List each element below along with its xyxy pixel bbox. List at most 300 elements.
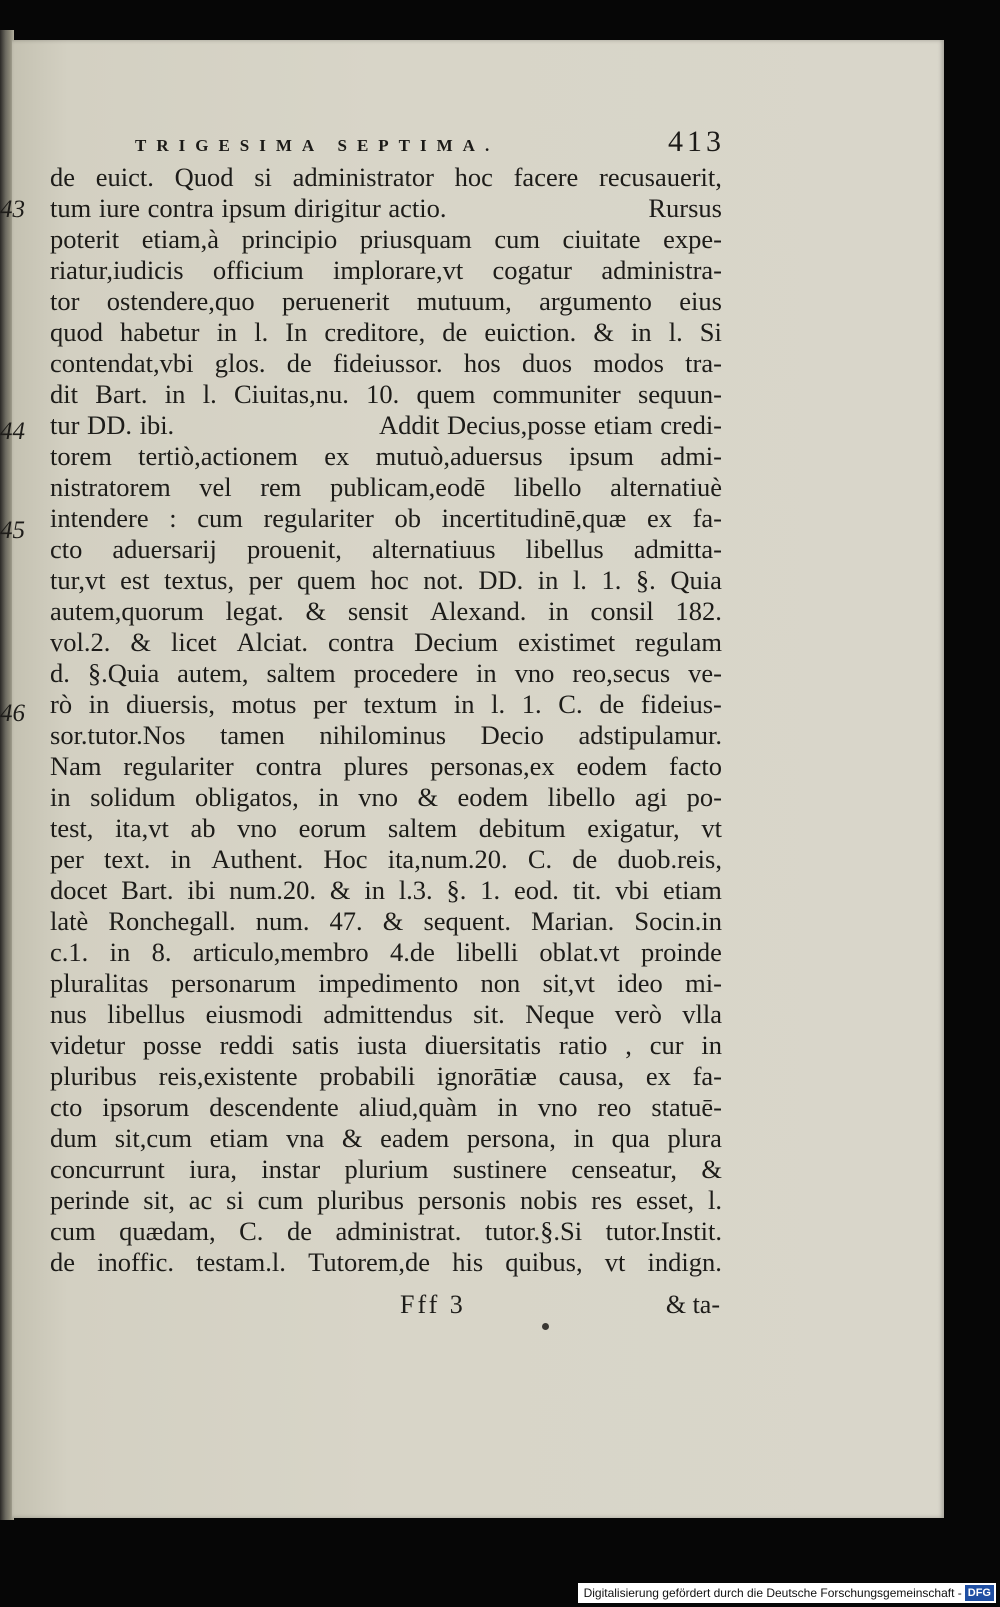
word: saltem <box>266 658 336 688</box>
word: censeatur, <box>571 1154 677 1184</box>
word: sit. <box>473 999 505 1029</box>
word: administrat. <box>335 1216 462 1246</box>
text-line <box>50 1185 722 1216</box>
word: & <box>701 1154 722 1184</box>
word: fa- <box>692 1061 722 1091</box>
word: Ciuitas,nu. <box>233 379 349 409</box>
word: facere <box>513 162 579 192</box>
ink-dot <box>542 1323 549 1330</box>
word: rem <box>260 472 302 502</box>
word: eorum <box>298 813 367 843</box>
word: in <box>548 596 569 626</box>
word: in <box>364 875 385 905</box>
text-line <box>50 1123 722 1154</box>
credit-text: Digitalisierung gefördert durch die Deutsche Forschungsgemeinschaft - <box>583 1586 962 1600</box>
word: duob.reis, <box>617 844 722 874</box>
word: textum <box>363 689 438 719</box>
text-line <box>50 658 722 689</box>
signature-mark: Fff 3 <box>400 1290 466 1319</box>
running-title: TRIGESIMA SEPTIMA. <box>135 136 500 155</box>
word: in <box>88 689 110 719</box>
word: ipsorum <box>102 1092 190 1122</box>
word: ignorātiæ <box>436 1061 537 1091</box>
word: est <box>120 565 150 595</box>
word: articulo,membro <box>192 937 369 967</box>
word: argumento <box>539 286 652 316</box>
word: vbi <box>615 875 650 905</box>
word: contendat,vbi <box>50 348 194 378</box>
word: agi <box>634 782 668 812</box>
text-line <box>50 193 722 224</box>
word: po- <box>686 782 722 812</box>
word: Quod <box>174 162 234 192</box>
word: persona, <box>466 1123 556 1153</box>
word: de <box>599 689 625 719</box>
word: ac <box>188 1185 213 1215</box>
word: cum <box>257 1185 304 1215</box>
word: pluribus <box>317 1185 404 1215</box>
word: mi- <box>685 968 722 998</box>
word: ex <box>645 1061 671 1091</box>
text-line <box>50 999 722 1030</box>
dfg-logo: DFG <box>965 1585 994 1601</box>
word: Neque <box>525 999 595 1029</box>
word: priusquam <box>359 224 472 254</box>
word: 8. <box>151 937 172 967</box>
word: aliud,quàm <box>358 1092 478 1122</box>
word: duos <box>521 348 573 378</box>
text-line <box>50 441 722 472</box>
page-number: 413 <box>668 125 725 158</box>
word: de <box>286 1216 312 1246</box>
word: testam.l. <box>196 1247 286 1277</box>
word: proinde <box>641 937 722 967</box>
word: c.1. <box>50 937 89 967</box>
word: principio <box>241 224 338 254</box>
word: iura, <box>189 1154 237 1184</box>
word: in <box>476 658 497 688</box>
text-segment: Rursus <box>648 193 722 223</box>
word: instar <box>261 1154 321 1184</box>
margin-number-46: 46 <box>0 700 25 727</box>
text-segment: tum iure contra ipsum dirigitur actio. <box>50 193 447 223</box>
word: §.Quia <box>87 658 160 688</box>
word: l. <box>202 379 217 409</box>
word: DD. <box>478 565 524 595</box>
word: tit. <box>572 875 602 905</box>
word: concurrunt <box>50 1154 165 1184</box>
text-line <box>50 627 722 658</box>
word: & <box>329 875 351 905</box>
word: per <box>248 565 283 595</box>
text-line <box>50 1216 722 1247</box>
word: creditore, <box>324 317 426 347</box>
text-segment: tur DD. ibi. <box>50 410 175 440</box>
word: euict. <box>95 162 154 192</box>
word: & <box>130 627 151 657</box>
word: & <box>593 317 614 347</box>
word: ex <box>646 503 672 533</box>
word: intendere <box>50 503 149 533</box>
word: text. <box>103 844 151 874</box>
word: l.3. <box>398 875 433 905</box>
word: cur <box>649 1030 684 1060</box>
word: vol.2. <box>50 627 111 657</box>
word: 4.de <box>390 937 435 967</box>
word: officium <box>212 255 304 285</box>
word: probabili <box>319 1061 416 1091</box>
word: qua <box>611 1123 650 1153</box>
word: cto <box>50 1092 83 1122</box>
word: ita,vt <box>115 813 169 843</box>
word: eod. <box>513 875 559 905</box>
word: personarum <box>170 968 297 998</box>
word: eiusmodi <box>205 999 303 1029</box>
word: administra- <box>601 255 722 285</box>
word: plures <box>343 751 409 781</box>
word: etiam <box>209 1123 269 1153</box>
word: d. <box>50 658 70 688</box>
word: docet <box>50 875 108 905</box>
word: alternatiuè <box>610 472 722 502</box>
word: eadem <box>380 1123 450 1153</box>
word: : <box>169 503 177 533</box>
word: l. <box>254 317 269 347</box>
word: ciuitate <box>562 224 641 254</box>
word: motus <box>231 689 297 719</box>
word: eodem <box>576 751 648 781</box>
word: Tutorem,de <box>308 1247 431 1277</box>
word: ab <box>190 813 216 843</box>
word: statuē- <box>651 1092 722 1122</box>
word: riatur,iudicis <box>50 255 184 285</box>
word: rò <box>50 689 73 719</box>
text-line <box>50 937 722 968</box>
word: inoffic. <box>97 1247 174 1277</box>
word: & <box>341 1123 363 1153</box>
word: libelli <box>456 937 519 967</box>
word: quem <box>297 565 356 595</box>
word: tutor.§.Si <box>484 1216 583 1246</box>
word: libello <box>547 782 616 812</box>
word: admittendus <box>323 999 453 1029</box>
word: sequun- <box>638 379 722 409</box>
word: Alciat. <box>236 627 308 657</box>
word: euiction. <box>484 317 577 347</box>
word: per <box>313 689 347 719</box>
text-line <box>50 596 722 627</box>
word: & <box>417 782 439 812</box>
word: per <box>50 844 84 874</box>
text-line <box>50 410 722 441</box>
word: vel <box>199 472 232 502</box>
page-header <box>135 125 725 161</box>
word: In <box>285 317 308 347</box>
word: ostendere,quo <box>106 286 255 316</box>
word: adstipulamur. <box>578 720 722 750</box>
word: l. <box>668 317 683 347</box>
word: peruenerit <box>282 286 390 316</box>
word: esset, <box>635 1185 695 1215</box>
text-line <box>50 782 722 813</box>
word: quibus, <box>505 1247 583 1277</box>
word: obligatos, <box>194 782 299 812</box>
word: pluralitas <box>50 968 149 998</box>
word: Alexand. <box>429 596 527 626</box>
word: §. <box>635 565 656 595</box>
text-line <box>50 162 722 193</box>
word: l. <box>707 1185 722 1215</box>
text-line <box>50 472 722 503</box>
word: prouenit, <box>246 534 342 564</box>
word: nistratorem <box>50 472 171 502</box>
word: quem <box>416 379 476 409</box>
margin-number-44: 44 <box>0 418 25 445</box>
word: num.20. <box>229 875 317 905</box>
word: hos <box>463 348 501 378</box>
word: l. <box>572 565 587 595</box>
word: nus <box>50 999 87 1029</box>
word: & <box>382 906 404 936</box>
word: not. <box>423 565 464 595</box>
word: fideius- <box>640 689 722 719</box>
word: recusauerit, <box>599 162 722 192</box>
word: ibi <box>187 875 216 905</box>
word: pluribus <box>50 1061 137 1091</box>
word: facto <box>669 751 722 781</box>
word: indign. <box>647 1247 722 1277</box>
digitization-credit <box>578 1583 996 1603</box>
word: Bart. <box>121 875 174 905</box>
word: Hoc <box>323 844 368 874</box>
word: libello <box>513 472 582 502</box>
word: exigatur, <box>587 813 680 843</box>
word: admitta- <box>633 534 722 564</box>
word: posse <box>142 1030 202 1060</box>
word: regulariter <box>123 751 234 781</box>
word: in <box>631 317 652 347</box>
word: de <box>286 348 312 378</box>
word: textus, <box>164 565 235 595</box>
word: de <box>50 1247 76 1277</box>
word: sit,vt <box>542 968 595 998</box>
word: autem,quorum <box>50 596 204 626</box>
word: causa, <box>558 1061 625 1091</box>
word: in <box>537 565 559 595</box>
word: ob <box>394 503 421 533</box>
word: cogatur <box>492 255 573 285</box>
word: vt <box>604 1247 626 1277</box>
word: si <box>254 162 272 192</box>
word: eius <box>679 286 722 316</box>
word: ratio <box>558 1030 608 1060</box>
word: communiter <box>492 379 621 409</box>
margin-number-43: 43 <box>0 196 25 223</box>
word: tra- <box>685 348 722 378</box>
text-line <box>50 379 722 410</box>
word: contra <box>255 751 322 781</box>
word: 47. <box>329 906 363 936</box>
word: regulam <box>635 627 722 657</box>
word: procedere <box>353 658 459 688</box>
word: in <box>170 844 192 874</box>
word: ex <box>324 441 350 471</box>
word: poterit <box>50 224 120 254</box>
word: hoc <box>370 565 409 595</box>
text-line <box>50 317 722 348</box>
word: 10. <box>366 379 400 409</box>
word: contra <box>327 627 395 657</box>
word: tertiò,actionem <box>138 441 298 471</box>
word: C. <box>558 689 583 719</box>
text-line <box>50 1061 722 1092</box>
word: reo,secus <box>572 658 671 688</box>
word: cum <box>50 1216 96 1246</box>
word: sustinere <box>452 1154 547 1184</box>
word: iusta <box>356 1030 407 1060</box>
word: non <box>480 968 521 998</box>
word: satis <box>291 1030 340 1060</box>
word: torem <box>50 441 112 471</box>
word: tamen <box>220 720 285 750</box>
word: administrator <box>292 162 434 192</box>
word: plura <box>667 1123 722 1153</box>
word: vna <box>286 1123 325 1153</box>
text-line <box>50 968 722 999</box>
word: §. <box>446 875 467 905</box>
word: tor <box>50 286 80 316</box>
word: libellus <box>107 999 186 1029</box>
body-text <box>50 162 722 1278</box>
word: nihilominus <box>319 720 447 750</box>
word: cum <box>494 224 540 254</box>
word: tur,vt <box>50 565 106 595</box>
word: ideo <box>617 968 663 998</box>
text-line <box>50 565 722 596</box>
text-line <box>50 813 722 844</box>
word: cum <box>197 503 243 533</box>
word: in <box>701 1030 722 1060</box>
word: Socin.in <box>634 906 722 936</box>
word: perinde <box>50 1185 130 1215</box>
word: quod <box>50 317 103 347</box>
text-segment: Addit Decius,posse etiam credi- <box>379 410 722 440</box>
word: expe- <box>663 224 722 254</box>
text-line <box>50 1154 722 1185</box>
text-line <box>50 348 722 379</box>
word: eodem <box>457 782 529 812</box>
word: num. <box>255 906 310 936</box>
word: vt <box>701 813 722 843</box>
word: habetur <box>120 317 200 347</box>
word: Bart. <box>95 379 148 409</box>
text-line <box>50 720 722 751</box>
word: vno <box>537 1092 578 1122</box>
word: solidum <box>90 782 176 812</box>
margin-number-45: 45 <box>0 517 25 544</box>
word: dum <box>50 1123 98 1153</box>
word: reo <box>597 1092 632 1122</box>
word: res <box>591 1185 623 1215</box>
text-line <box>50 1247 722 1278</box>
word: Si <box>699 317 722 347</box>
word: 1. <box>480 875 501 905</box>
word: Authent. <box>211 844 304 874</box>
word: glos. <box>214 348 266 378</box>
word: vno <box>237 813 277 843</box>
word: in <box>164 379 186 409</box>
word: sequent. <box>423 906 512 936</box>
word: incertitudinē,quæ <box>441 503 627 533</box>
text-line <box>50 906 722 937</box>
word: l. <box>491 689 506 719</box>
text-line <box>50 503 722 534</box>
word: aduersarij <box>112 534 217 564</box>
word: autem, <box>177 658 249 688</box>
text-line <box>50 1092 722 1123</box>
page-footer <box>390 1290 720 1324</box>
word: 1. <box>601 565 622 595</box>
word: mutuum, <box>416 286 512 316</box>
text-line <box>50 255 722 286</box>
word: Decio <box>480 720 544 750</box>
word: libellus <box>525 534 604 564</box>
word: de <box>50 162 76 192</box>
word: Decium <box>414 627 499 657</box>
word: in <box>573 1123 595 1153</box>
word: dit <box>50 379 78 409</box>
word: reis,existente <box>158 1061 298 1091</box>
word: licet <box>170 627 217 657</box>
word: implorare,vt <box>333 255 464 285</box>
word: de <box>442 317 468 347</box>
word: nobis <box>519 1185 578 1215</box>
word: latè <box>50 906 89 936</box>
word: C. <box>239 1216 264 1246</box>
word: admi- <box>660 441 722 471</box>
word: Quia <box>670 565 722 595</box>
word: reddi <box>219 1030 275 1060</box>
word: tutor.Instit. <box>605 1216 722 1246</box>
word: quædam, <box>119 1216 216 1246</box>
word: cto <box>50 534 83 564</box>
word: plurium <box>344 1154 429 1184</box>
word: in <box>109 937 131 967</box>
word: vno <box>514 658 555 688</box>
word: personas,ex <box>430 751 555 781</box>
word: Ronchegall. <box>108 906 236 936</box>
word: mutuò,aduersus <box>375 441 543 471</box>
word: Nam <box>50 751 102 781</box>
text-line <box>50 286 722 317</box>
text-line <box>50 875 722 906</box>
word: vlla <box>682 999 722 1029</box>
catchword: & ta- <box>665 1290 720 1319</box>
word: his <box>452 1247 484 1277</box>
word: fa- <box>692 503 722 533</box>
word: in <box>50 782 71 812</box>
word: modos <box>593 348 664 378</box>
word: in <box>216 317 238 347</box>
word: regulariter <box>263 503 374 533</box>
word: hoc <box>454 162 493 192</box>
word: sit,cum <box>114 1123 192 1153</box>
word: etiam,à <box>141 224 220 254</box>
word: alternatiuus <box>371 534 496 564</box>
word: oblat.vt <box>539 937 620 967</box>
word: in <box>453 689 475 719</box>
word: sor.tutor.Nos <box>50 720 186 750</box>
